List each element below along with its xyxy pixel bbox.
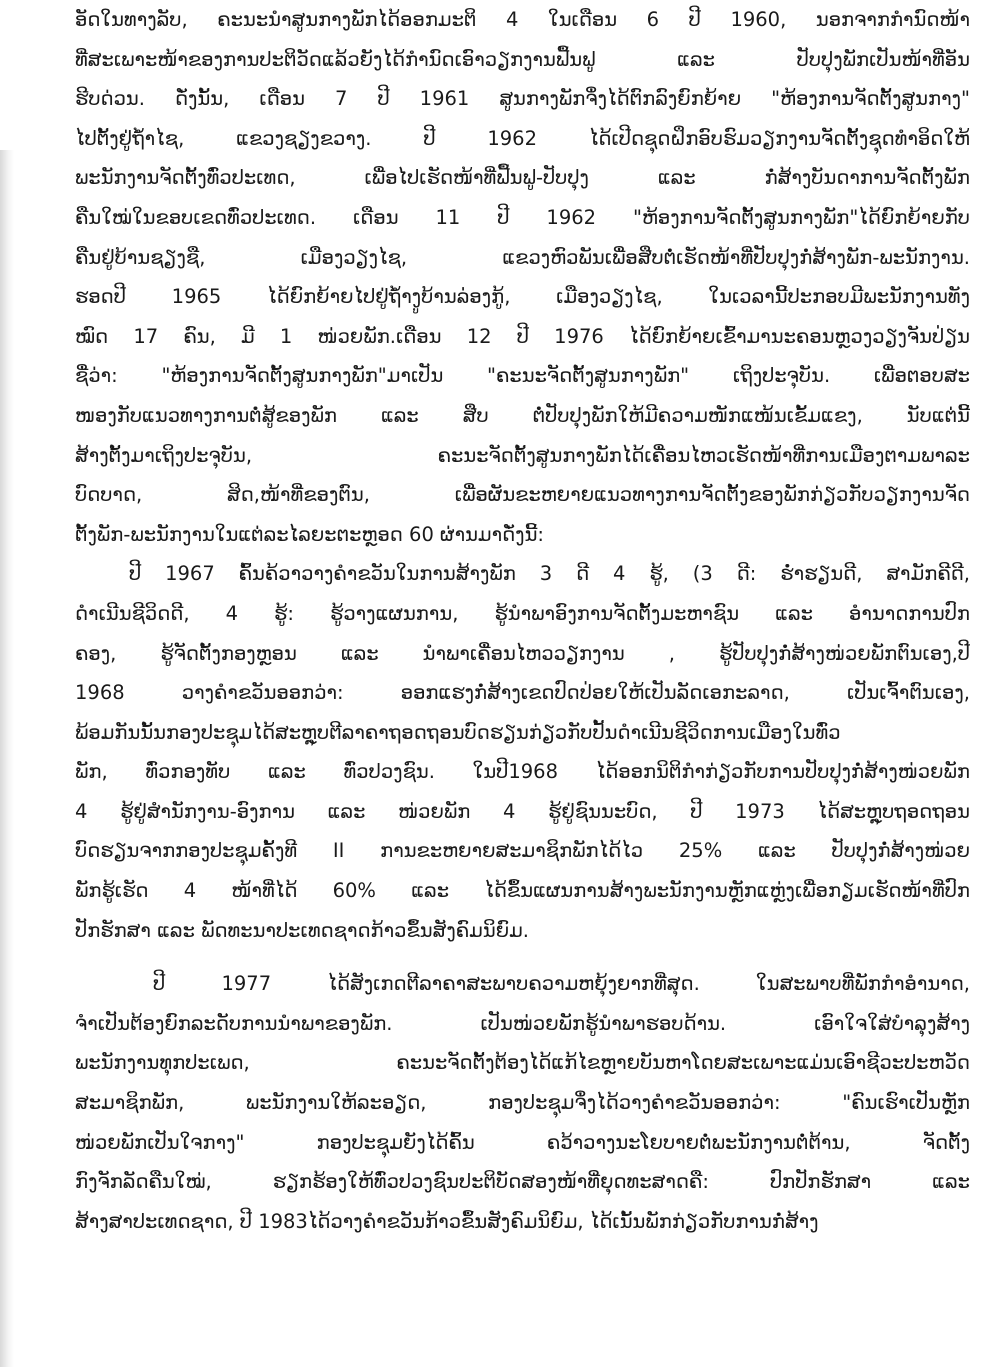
paragraph-first-line: ປີ 1967 ຄົ້ນຄ້ວາວາງຄໍາຂວັນໃນການສ້າງພັກ 3 ດີ 4 ຮູ້, (3 ດີ: ຮໍ່າຮຽນດີ, ສາມັກຄີດີ, xyxy=(129,562,970,586)
text-line: ອັດໃນທາງລັບ, ຄະນະນໍາສູນກາງພັກໄດ້ອອກມະຕິ 4 ໃນເດືອນ 6 ປີ 1960, ນອກຈາກກໍານົດໜ້າ xyxy=(75,8,970,31)
text-line: ພັກ, ທົ່ວກອງທັບ ແລະ ທົ່ວປວງຊົນ. ໃນປີ1968 ໄດ້ອອກນິຕິກໍາກ່ຽວກັບການປັບປຸງກໍ່ສ້າງໜ່ວຍພັກ xyxy=(75,760,970,784)
text-line: ຊື່ວ່າ: "ຫ້ອງການຈັດຕັ້ງສູນກາງພັກ"ມາເປັນ "ຄະນະຈັດຕັ້ງສູນກາງພັກ" ເຖິງປະຈຸບັນ. ເພື່ອຕອບສະ xyxy=(75,364,970,388)
text-line: ຄືນໃໝ່ໃນຂອບເຂດທົ່ວປະເທດ. ເດືອນ 11 ປີ 1962 "ຫ້ອງການຈັດຕັ້ງສູນກາງພັກ"ໄດ້ຍົກຍ້າຍກັບ xyxy=(75,205,970,229)
text-line: ປັກຮັກສາ ແລະ ພັດທະນາປະເທດຊາດກ້າວຂຶ້ນສັງຄົມນິຍົມ. xyxy=(75,918,529,942)
text-line: ກົງຈັກລັດຄືນໃໝ່, ຮຽກຮ້ອງໃຫ້ທົ່ວປວງຊົນປະຕິບັດສອງໜ້າທີ່ຍຸດທະສາດຄື: ປົກປັກຮັກສາ ແລະ xyxy=(75,1170,970,1194)
paragraph-first-line: ປີ 1977 ໄດ້ສັງເກດຕີລາຄາສະພາບຄວາມຫຍຸ້ງຍາກທີ່ສຸດ. ໃນສະພາບທີ່ພັກກໍາອໍານາດ, xyxy=(153,972,970,996)
text-line: ໜອງກັບແນວທາງການຕໍ່ສູ້ຂອງພັກ ແລະ ສືບ ຕໍ່ປັບປຸງພັກໃຫ້ມີຄວາມໜັກແໜ້ນເຂັ້ມແຂງ, ນັບແຕ່ນີ້ xyxy=(75,403,970,427)
text-line: ພະນັກງານທຸກປະເພດ, ຄະນະຈັດຕັ້ງຕ້ອງໄດ້ແກ້ໄຂຫຼາຍບັນຫາໂດຍສະເພາະແມ່ນເອົາຊີວະປະຫວັດ xyxy=(75,1051,970,1075)
text-line: ສະມາຊິກພັກ, ພະນັກງານໃຫ້ລະອຽດ, ກອງປະຊຸມຈຶ່ງໄດ້ວາງຄໍາຂວັນອອກວ່າ: "ຄົນເຮົາເປັນຫຼັກ xyxy=(75,1091,970,1115)
text-line: 1968 ວາງຄໍາຂວັນອອກວ່າ: ອອກແຮງກໍ່ສ້າງເຂດປົດປ່ອຍໃຫ້ເປັນລັດເອກະລາດ, ເປັນເຈົ້າຕົນເອງ, xyxy=(75,681,970,705)
document-page xyxy=(75,0,970,1241)
text-line: ຄອງ, ຮູ້ຈັດຕັ້ງກອງຫຼອນ ແລະ ນໍາພາເຄື່ອນໄຫວວຽກງານ , ຮູ້ປັບປຸງກໍ່ສ້າງໜ່ວຍພັກຕົນເອງ,ປີ xyxy=(75,641,970,665)
text-line: ຮີບດ່ວນ. ດັ່ງນັ້ນ, ເດືອນ 7 ປີ 1961 ສູນກາງພັກຈຶ່ງໄດ້ຕົກລົງຍົກຍ້າຍ "ຫ້ອງການຈັດຕັ້ງສູນກາງ" xyxy=(75,87,970,111)
text-line: ບົດບາດ, ສິດ,ໜ້າທີ່ຂອງຕົນ, ເພື່ອຜັນຂະຫຍາຍແນວທາງການຈັດຕັ້ງຂອງພັກກ່ຽວກັບວຽກງານຈັດ xyxy=(75,483,970,507)
text-line: ພັກຮູ້ເຮັດ 4 ໜ້າທີ່ໄດ້ 60% ແລະ ໄດ້ຂຶ້ນແຜນການສ້າງພະນັກງານຫຼັກແຫຼ່ງເພື່ອກຽມເຮັດໜ້າທີ່ປົກ xyxy=(75,879,970,903)
text-line: ສ້າງສາປະເທດຊາດ, ປີ 1983ໄດ້ວາງຄໍາຂວັນກ້າວຂຶ້ນສັງຄົມນິຍົມ, ໄດ້ເນັ້ນພັກກ່ຽວກັບການກໍ່ສ້າງ xyxy=(75,1209,819,1233)
text-line: ດໍາເນີນຊີວິດດີ, 4 ຮູ້: ຮູ້ວາງແຜນການ, ຮູ້ນໍາພາອົງການຈັດຕັ້ງມະຫາຊົນ ແລະ ອໍານາດການປົກ xyxy=(75,601,970,625)
text-line: ຄືນຢູ່ບ້ານຊຽງຊື, ເມືອງວຽງໄຊ, ແຂວງຫົວພັນເພື່ອສືບຕໍ່ເຮັດໜ້າທີ່ປັບປຸງກໍ່ສ້າງພັກ-ພະນັກງານ. xyxy=(75,245,970,269)
text-line: ພະນັກງານຈັດຕັ້ງທົ່ວປະເທດ, ເພື່ອໄປເຮັດໜ້າທີ່ຟື້ນຟູ-ປັບປຸງ ແລະ ກໍ່ສ້າງບັນດາການຈັດຕັ້ງພັກ xyxy=(75,166,970,190)
text-line: ໜ່ວຍພັກເປັນໃຈກາງ" ກອງປະຊຸມຍັງໄດ້ຄົ້ນ ຄວ້າວາງນະໂຍບາຍຕໍ່ພະນັກງານຕໍ່ຕ້ານ, ຈັດຕັ້ງ xyxy=(75,1130,970,1154)
text-line: ສ້າງຕັ້ງມາເຖິງປະຈຸບັນ, ຄະນະຈັດຕັ້ງສູນກາງພັກໄດ້ເຄື່ອນໄຫວເຮັດໜ້າທີ່ການເມືອງຕາມພາລະ xyxy=(75,443,970,467)
text-line: 4 ຮູ້ຢູ່ສໍານັກງານ-ອົງການ ແລະ ໜ່ວຍພັກ 4 ຮູ້ຢູ່ຊົນນະບົດ, ປີ 1973 ໄດ້ສະຫຼຸບຖອດຖອນ xyxy=(75,799,970,823)
text-line: ໝົດ 17 ຄົນ, ມີ 1 ໜ່ວຍພັກ.ເດືອນ 12 ປີ 1976 ໄດ້ຍົກຍ້າຍເຂົ້າມານະຄອນຫຼວງວຽງຈັນປ່ຽນ xyxy=(75,324,970,348)
text-line: ຕັ້ງພັກ-ພະນັກງານໃນແຕ່ລະໄລຍະຕະຫຼອດ 60 ຜ່ານມາດັ່ງນີ້: xyxy=(75,522,544,546)
text-line: ບົດຮຽນຈາກກອງປະຊຸມຄັ້ງທີ II ການຂະຫຍາຍສະມາຊິກພັກໄດ້ໄວ 25% ແລະ ປັບປຸງກໍ່ສ້າງໜ່ວຍ xyxy=(75,839,970,863)
scan-shadow-edge xyxy=(0,150,14,1367)
text-line: ຈໍາເປັນຕ້ອງຍົກລະດັບການນໍາພາຂອງພັກ. ເປັນໜ່ວຍພັກຮູ້ນໍາພາຮອບດ້ານ. ເອົາໃຈໃສ່ບໍາລຸງສ້າງ xyxy=(75,1011,970,1035)
text-line: ທີ່ສະເພາະໜ້າຂອງການປະຕິວັດແລ້ວຍັງໄດ້ກໍານົດເອົາວຽກງານຟື້ນຟູ ແລະ ປັບປຸງພັກເປັນໜ້າທີ່ອັນ xyxy=(75,47,970,71)
text-line: ຮອດປີ 1965 ໄດ້ຍົກຍ້າຍໄປຢູ່ຖ້ຳງູບ້ານລ່ອງກູ້, ເມືອງວຽງໄຊ, ໃນເວລານີ້ປະກອບມີພະນັກງານທັງ xyxy=(75,285,970,309)
text-line: ໄປຕັ້ງຢູ່ຖ້ຳໄຊ, ແຂວງຊຽງຂວາງ. ປີ 1962 ໄດ້ເປີດຊຸດຝຶກອົບຮົມວຽກງານຈັດຕັ້ງຊຸດທໍາອິດໃຫ້ xyxy=(75,126,970,150)
text-line: ພ້ອມກັນນັ້ນກອງປະຊຸມໄດ້ສະຫຼຸບຕີລາຄາຖອດຖອນບົດຮຽນກ່ຽວກັບປັ້ນດໍາເນີນຊີວິດການເມືອງໃນທົ່ວ xyxy=(75,720,841,744)
